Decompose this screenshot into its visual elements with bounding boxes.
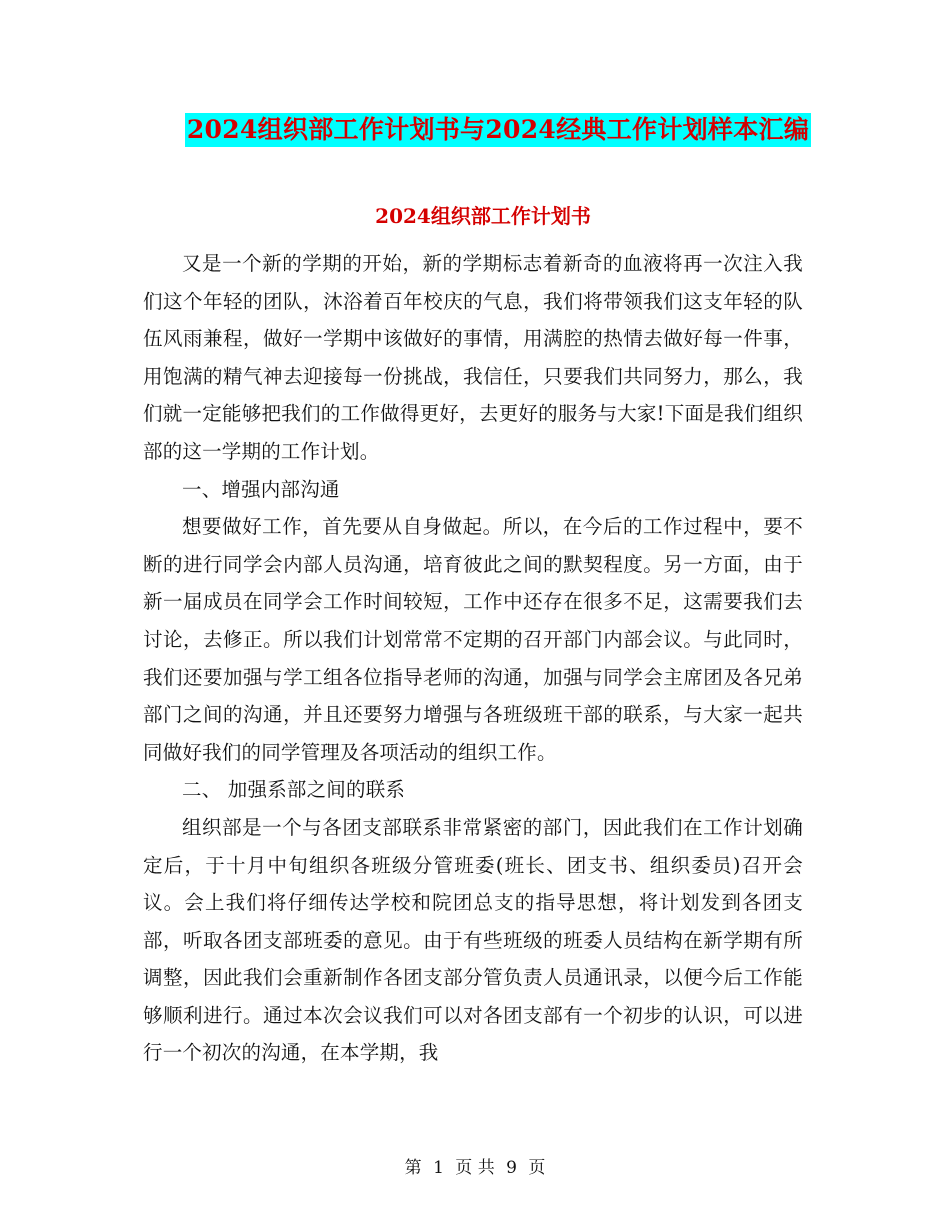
main-title-container [0, 113, 950, 147]
footer-current-page: 1 [433, 1158, 444, 1178]
footer-total-pages: 9 [506, 1158, 517, 1178]
section-title: 2024组织部工作计划书 [375, 204, 591, 228]
body-text [143, 245, 803, 1072]
paragraph-intro: 又是一个新的学期的开始，新的学期标志着新奇的血液将再一次注入我们这个年轻的团队，沐浴着百年校庆的气息，我们将带领我们这支年轻的队伍风雨兼程，做好一学期中该做好的事情，用满腔的热情去做好每一件事，用饱满的精气神去迎接每一份挑战，我信任，只要我们共同努力，那么，我们就一定能够把我们的工作做得更好，去更好的服务与大家!下面是我们组织部的这一学期的工作计划。 [143, 252, 803, 463]
footer-suffix: 页 [528, 1158, 546, 1178]
heading-two: 二、 加强系部之间的联系 [182, 778, 406, 802]
main-title: 2024组织部工作计划书与2024经典工作计划样本汇编 [185, 113, 811, 147]
footer-prefix: 第 [404, 1158, 422, 1178]
page-footer [0, 1156, 950, 1180]
paragraph-internal-communication: 想要做好工作，首先要从自身做起。所以，在今后的工作过程中，要不断的进行同学会内部人员沟通，培育彼此之间的默契程度。另一方面，由于新一届成员在同学会工作时间较短，工作中还存在很多不足，这需要我们去讨论，去修正。所以我们计划常常不定期的召开部门内部会议。与此同时，我们还要加强与学工组各位指导老师的沟通，加强与同学会主席团及各兄弟部门之间的沟通，并且还要努力增强与各班级班干部的联系，与大家一起共同做好我们的同学管理及各项活动的组织工作。 [143, 515, 803, 764]
footer-middle: 页 共 [455, 1158, 495, 1178]
paragraph-department-liaison: 组织部是一个与各团支部联系非常紧密的部门，因此我们在工作计划确定后，于十月中旬组织各班级分管班委(班长、团支书、组织委员)召开会议。会上我们将仔细传达学校和院团总支的指导思想，将计划发到各团支部，听取各团支部班委的意见。由于有些班级的班委人员结构在新学期有所调整，因此我们会重新制作各团支部分管负责人员通讯录，以便今后工作能够顺利进行。通过本次会议我们可以对各团支部有一个初步的认识，可以进行一个初次的沟通，在本学期，我 [143, 815, 803, 1065]
heading-one: 一、增强内部沟通 [182, 477, 340, 501]
